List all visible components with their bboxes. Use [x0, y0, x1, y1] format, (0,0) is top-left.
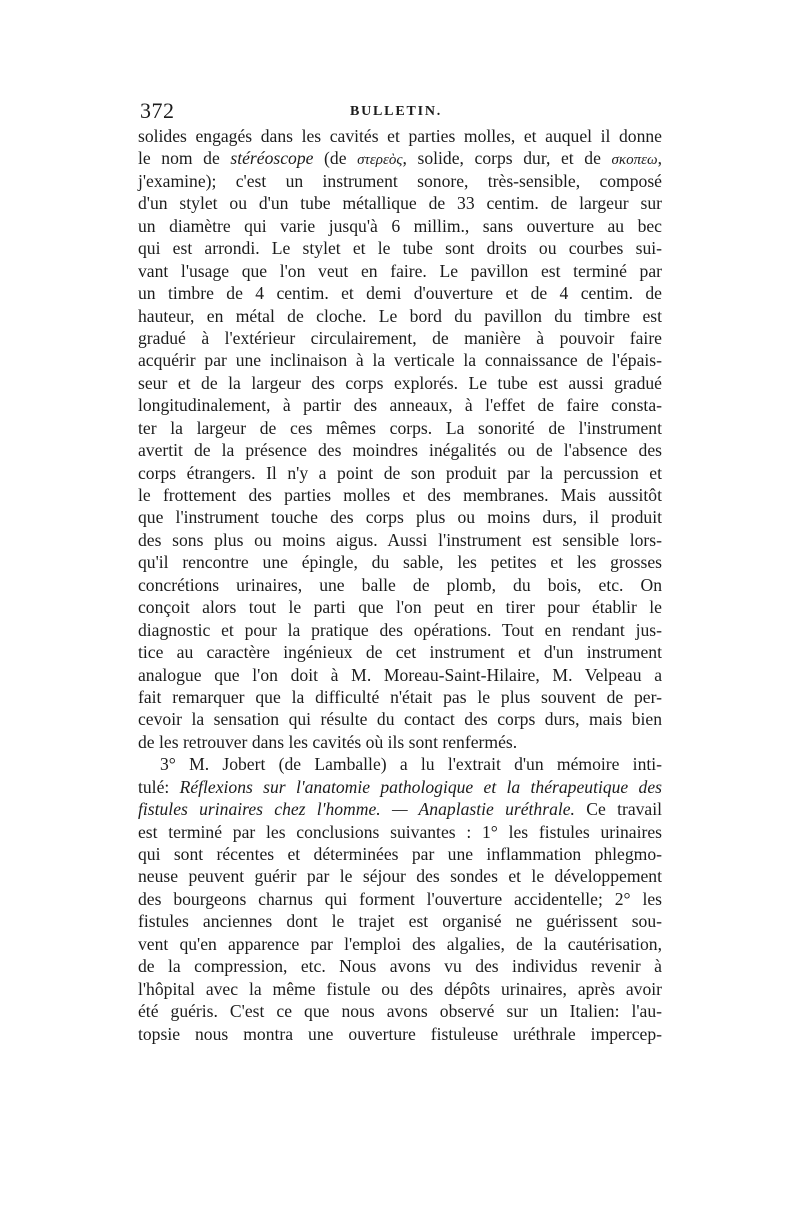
- greek-word: σκοπεω: [611, 152, 658, 169]
- text-line: [138, 125, 662, 147]
- text-segment: , solide, corps dur, et de: [402, 148, 612, 169]
- text-line: [138, 349, 662, 371]
- text-segment: neuse peuvent guérir par le séjour des sondes et le développement: [138, 866, 662, 887]
- text-segment: gradué à l'extérieur circulairement, de manière à pouvoir faire: [138, 327, 662, 348]
- text-line: [138, 192, 662, 214]
- text-segment: des bourgeons charnus qui forment l'ouverture accidentelle; 2° les: [138, 888, 662, 909]
- text-segment: acquérir par une inclinaison à la verticale la connaissance de l'épais-: [138, 350, 662, 371]
- text-line: [138, 753, 662, 775]
- text-segment: tulé:: [138, 776, 180, 797]
- text-line: [138, 215, 662, 237]
- text-line: [138, 147, 662, 169]
- text-segment: fistules anciennes dont le trajet est organisé ne guérissent sou-: [138, 911, 662, 932]
- text-segment: d'un stylet ou d'un tube métallique de 33 centim. de largeur sur: [138, 193, 662, 214]
- text-segment: (de: [313, 148, 358, 169]
- text-segment: hauteur, en métal de cloche. Le bord du pavillon du timbre est: [138, 305, 662, 326]
- text-segment: seur et de la largeur des corps explorés. Le tube est aussi gradué: [138, 372, 662, 393]
- text-line: [138, 664, 662, 686]
- text-segment: avertit de la présence des moindres inégalités ou de l'absence des: [138, 440, 662, 461]
- text-segment: topsie nous montra une ouverture fistuleuse uréthrale impercep-: [138, 1023, 662, 1044]
- text-line: [138, 506, 662, 528]
- text-line: [138, 865, 662, 887]
- text-line: [138, 237, 662, 259]
- text-segment: longitudinalement, à partir des anneaux, à l'effet de faire consta-: [138, 395, 662, 416]
- text-segment: qui sont récentes et déterminées par une inflammation phlegmo-: [138, 844, 662, 864]
- text-segment: fait remarquer que la difficulté n'était pas le plus souvent de per-: [138, 686, 662, 707]
- page-header: [140, 96, 666, 126]
- text-line: [138, 933, 662, 955]
- text-line: [138, 170, 662, 192]
- text-line: [138, 619, 662, 641]
- text-line: [138, 484, 662, 506]
- text-segment: le frottement des parties molles et des membranes. Mais aussitôt: [138, 485, 662, 505]
- running-head: BULLETIN.: [350, 104, 443, 119]
- text-segment: solides engagés dans les cavités et parties molles, et auquel il donne: [138, 126, 662, 146]
- text-segment: vent qu'en apparence par l'emploi des algalies, de la cautérisation,: [138, 933, 662, 954]
- text-line: [138, 798, 662, 820]
- text-line: [138, 686, 662, 708]
- italic-text: stéréoscope: [230, 148, 314, 169]
- text-segment: 3° M. Jobert (de Lamballe) a lu l'extrait d'un mémoire inti-: [160, 754, 662, 775]
- text-line: [138, 596, 662, 618]
- text-segment: concrétions urinaires, une balle de plomb, du bois, etc. On: [138, 574, 662, 595]
- text-segment: des sons plus ou moins aigus. Aussi l'instrument est sensible lors-: [138, 529, 662, 550]
- text-line: [138, 372, 662, 394]
- page-number: 372: [140, 98, 175, 123]
- text-line: [138, 574, 662, 596]
- text-line: [138, 394, 662, 416]
- text-line: [138, 843, 662, 865]
- text-segment: est terminé par les conclusions suivantes : 1° les fistules urinaires: [138, 821, 662, 842]
- text-segment: diagnostic et pour la pratique des opérations. Tout en rendant jus-: [138, 619, 662, 640]
- text-segment: conçoit alors tout le parti que l'on peut en tirer pour établir le: [138, 597, 662, 618]
- text-line: [138, 305, 662, 327]
- text-line: [138, 439, 662, 461]
- text-segment: analogue que l'on doit à M. Moreau-Saint-Hilaire, M. Velpeau a: [138, 664, 662, 685]
- text-line: [138, 1023, 662, 1045]
- text-segment: de la compression, etc. Nous avons vu des individus revenir à: [138, 956, 662, 977]
- text-line: [138, 462, 662, 484]
- text-segment: un timbre de 4 centim. et demi d'ouverture et de 4 centim. de: [138, 283, 662, 304]
- text-segment: le nom de: [138, 148, 231, 169]
- text-line: [138, 551, 662, 573]
- text-line: [138, 529, 662, 551]
- text-segment: de les retrouver dans les cavités où ils sont renfermés.: [138, 731, 518, 752]
- greek-word: στερεὸς: [357, 152, 403, 169]
- text-segment: tice au caractère ingénieux de cet instrument et d'un instrument: [138, 642, 662, 663]
- text-segment: qu'il rencontre une épingle, du sable, les petites et les grosses: [138, 552, 662, 573]
- text-segment: qui est arrondi. Le stylet et le tube sont droits ou courbes sui-: [138, 238, 662, 259]
- text-segment: un diamètre qui varie jusqu'à 6 millim., sans ouverture au bec: [138, 215, 662, 236]
- text-segment: été guéris. C'est ce que nous avons observé sur un Italien: l'au-: [138, 1001, 662, 1022]
- text-line: [138, 731, 662, 753]
- text-line: [138, 1000, 662, 1022]
- text-line: [138, 821, 662, 843]
- text-segment: j'examine); c'est un instrument sonore, très-sensible, composé: [138, 170, 662, 191]
- text-line: [138, 641, 662, 663]
- text-line: [138, 327, 662, 349]
- body-text: [138, 125, 662, 1045]
- text-segment: corps étrangers. Il n'y a point de son produit par la percussion et: [138, 462, 662, 483]
- text-line: [138, 888, 662, 910]
- text-line: [138, 910, 662, 932]
- text-segment: l'hôpital avec la même fistule ou des dépôts urinaires, après avoir: [138, 978, 662, 999]
- text-line: [138, 282, 662, 304]
- text-line: [138, 708, 662, 730]
- text-line: [138, 417, 662, 439]
- text-segment: que l'instrument touche des corps plus ou moins durs, il produit: [138, 507, 662, 528]
- text-line: [138, 260, 662, 282]
- italic-text: Réflexions sur l'anatomie pathologique et la thérapeutique des: [179, 776, 662, 797]
- text-line: [138, 776, 662, 798]
- text-segment: ter la largeur de ces mêmes corps. La sonorité de l'instrument: [138, 417, 662, 438]
- italic-text: fistules urinaires chez l'homme. — Anaplastie uréthrale.: [138, 799, 575, 820]
- text-segment: vant l'usage que l'on veut en faire. Le pavillon est terminé par: [138, 260, 662, 281]
- text-segment: ,: [657, 148, 663, 169]
- text-segment: cevoir la sensation qui résulte du contact des corps durs, mais bien: [138, 709, 662, 730]
- text-segment: Ce travail: [574, 799, 663, 820]
- text-line: [138, 978, 662, 1000]
- text-line: [138, 955, 662, 977]
